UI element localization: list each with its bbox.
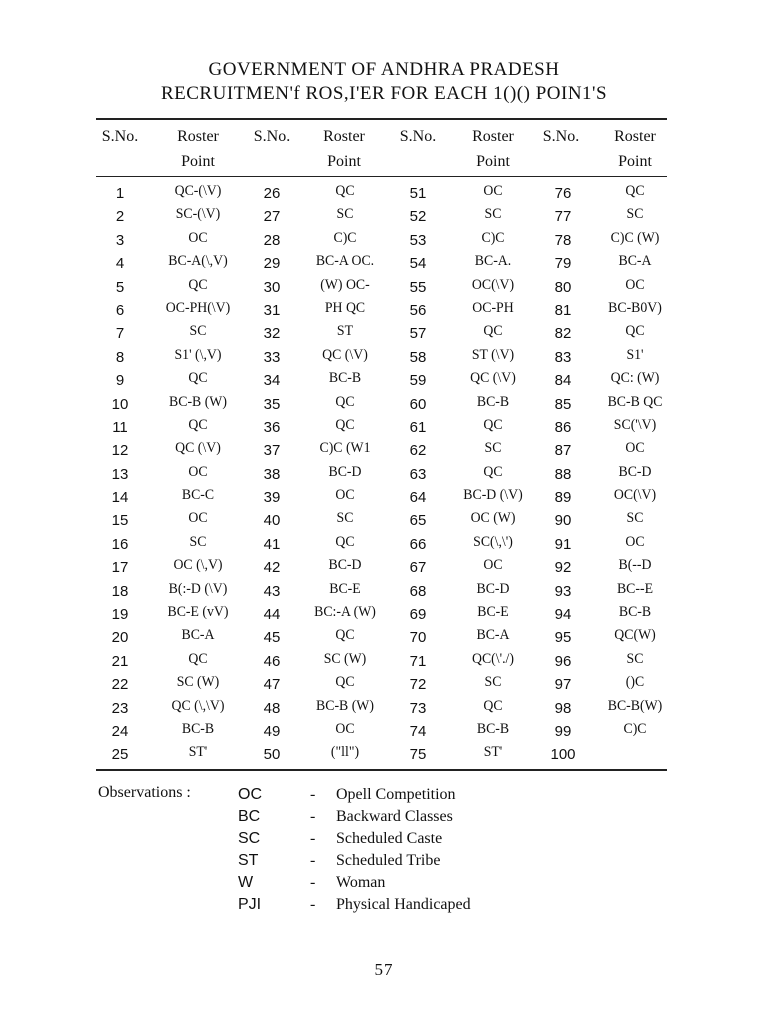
roster-point-cell: SC (W) — [176, 674, 220, 691]
sno-cell: 22 — [111, 676, 129, 694]
sno-cell: 25 — [111, 746, 129, 764]
sno-cell: 84 — [554, 372, 572, 390]
observation-dash: - — [310, 896, 316, 913]
roster-column-3 — [444, 180, 542, 765]
roster-point-cell: ()C — [625, 674, 645, 691]
roster-point-cell: QC-(\V) — [174, 183, 222, 199]
sno-cell: 31 — [263, 301, 281, 319]
roster-column-1 — [150, 180, 246, 765]
sno-cell: 24 — [111, 722, 129, 740]
observation-description: Physical Handicaped — [336, 896, 471, 913]
sno-cell: 83 — [554, 348, 572, 366]
sno-cell: 92 — [554, 559, 572, 577]
sno-cell: 42 — [263, 559, 281, 577]
roster-point-cell: OC-PH(\V) — [165, 299, 231, 316]
roster-point-cell: OC — [335, 720, 355, 737]
sno-cell: 6 — [115, 301, 125, 319]
sno-cell: 52 — [409, 208, 427, 226]
roster-point-cell: BC-B QC — [607, 393, 663, 410]
sno-cell: 15 — [111, 512, 129, 530]
roster-point-cell: ("ll") — [330, 744, 360, 761]
roster-point-cell: BC-D (\V) — [463, 487, 523, 504]
sno-cell: 59 — [409, 372, 427, 390]
roster-point-cell: OC — [625, 533, 645, 550]
sno-cell: 66 — [409, 535, 427, 553]
sno-cell: 71 — [409, 652, 427, 670]
sno-cell: 75 — [409, 746, 427, 764]
sno-cell: 38 — [263, 465, 281, 483]
sno-cell: 64 — [409, 489, 427, 507]
roster-column-2 — [297, 180, 393, 765]
observation-description: Scheduled Tribe — [336, 852, 441, 869]
sno-cell: 11 — [112, 418, 128, 436]
roster-point-cell: BC-B — [618, 604, 652, 621]
sno-cell: 4 — [115, 255, 125, 273]
sno-cell: 96 — [554, 652, 572, 670]
sno-column-4 — [545, 182, 581, 767]
roster-point-cell: QC (\V) — [322, 346, 368, 363]
roster-point-cell: BC-A(\,V) — [168, 253, 228, 270]
roster-point-cell: OC — [625, 440, 645, 457]
sno-cell: 13 — [111, 465, 129, 483]
sno-cell: 2 — [115, 208, 125, 226]
roster-column-4 — [587, 180, 683, 765]
sno-cell: 70 — [409, 629, 427, 647]
roster-point-cell: QC — [483, 463, 503, 480]
roster-point-cell: BC-E — [477, 604, 509, 621]
sno-cell: 55 — [409, 278, 427, 296]
sno-cell: 10 — [111, 395, 129, 413]
header-sno-4: S.No. — [542, 128, 580, 145]
sno-cell: 54 — [409, 255, 427, 273]
roster-point-cell: QC — [625, 323, 645, 340]
sno-cell: 45 — [263, 629, 281, 647]
sno-cell: 88 — [554, 465, 572, 483]
roster-point-cell: SC — [484, 440, 502, 457]
roster-point-cell: BC-B(W) — [607, 697, 663, 714]
sno-cell: 1 — [115, 185, 125, 202]
roster-point-cell: SC-(\V) — [175, 206, 221, 223]
document-title: GOVERNMENT OF ANDHRA PRADESH — [208, 59, 560, 80]
observation-dash: - — [310, 830, 316, 847]
sno-cell: 18 — [111, 582, 129, 600]
sno-cell: 26 — [263, 185, 281, 202]
roster-point-cell: QC(\'./) — [472, 650, 514, 667]
table-top-rule — [96, 118, 667, 120]
sno-cell: 94 — [554, 606, 572, 624]
sno-cell: 60 — [409, 395, 427, 413]
roster-point-cell: S1' — [626, 346, 644, 363]
sno-cell: 19 — [111, 606, 129, 624]
header-roster-2: Roster Point — [323, 128, 365, 170]
roster-point-cell: BC-A — [618, 253, 652, 270]
header-sno-1: S.No. — [101, 128, 139, 145]
roster-point-cell: SC — [484, 674, 502, 691]
roster-point-cell: C)C — [333, 229, 357, 246]
roster-point-cell: QC — [335, 416, 355, 433]
roster-point-cell: BC-D — [476, 580, 510, 597]
roster-point-cell: S1' (\,V) — [174, 346, 222, 363]
table-header-rule — [96, 176, 667, 177]
sno-cell: 9 — [115, 372, 125, 390]
roster-point-cell: QC — [483, 697, 503, 714]
sno-cell: 86 — [554, 418, 572, 436]
observation-dash: - — [310, 808, 316, 825]
sno-cell: 39 — [263, 489, 281, 507]
sno-cell: 51 — [409, 185, 427, 202]
roster-point-cell: C)C (W1 — [319, 440, 371, 457]
sno-cell: 27 — [263, 208, 281, 226]
roster-point-cell: ST' — [483, 744, 503, 761]
sno-cell: 28 — [263, 231, 281, 249]
roster-point-cell: SC — [484, 206, 502, 223]
observation-abbreviation: ST — [238, 852, 259, 869]
sno-cell: 63 — [409, 465, 427, 483]
roster-point-cell: QC — [625, 183, 645, 199]
sno-cell: 46 — [263, 652, 281, 670]
roster-point-cell: BC:-A (W) — [314, 604, 376, 621]
sno-cell: 29 — [263, 255, 281, 273]
roster-point-cell: QC (\V) — [175, 440, 221, 457]
roster-point-cell: OC(\V) — [613, 487, 657, 504]
observation-description: Scheduled Caste — [336, 830, 443, 847]
roster-point-cell: OC-PH — [472, 299, 514, 316]
sno-cell: 100 — [550, 746, 576, 764]
roster-point-cell: OC — [625, 276, 645, 293]
sno-cell: 34 — [263, 372, 281, 390]
sno-cell: 41 — [263, 535, 281, 553]
roster-point-cell: BC-A — [476, 627, 510, 644]
roster-point-cell: QC — [188, 276, 208, 293]
sno-cell: 57 — [409, 325, 427, 343]
roster-point-cell: BC-E — [329, 580, 361, 597]
roster-point-cell: OC — [335, 487, 355, 504]
observation-abbreviation: BC — [238, 808, 261, 825]
sno-cell: 76 — [554, 185, 572, 202]
sno-cell: 37 — [263, 442, 281, 460]
roster-point-cell: OC (W) — [470, 510, 516, 527]
sno-cell: 67 — [409, 559, 427, 577]
roster-point-cell: BC-B — [476, 720, 510, 737]
observation-abbreviation: OC — [238, 786, 262, 803]
roster-point-cell: SC — [626, 510, 644, 527]
sno-cell: 49 — [263, 722, 281, 740]
roster-point-cell: OC (\,V) — [173, 557, 223, 574]
roster-point-cell: QC — [188, 650, 208, 667]
roster-point-cell: SC — [626, 650, 644, 667]
sno-cell: 74 — [409, 722, 427, 740]
sno-cell: 14 — [111, 489, 129, 507]
sno-cell: 17 — [111, 559, 129, 577]
roster-point-cell: OC — [483, 557, 503, 574]
sno-cell: 30 — [263, 278, 281, 296]
observations-label: Observations : — [98, 784, 191, 801]
sno-cell: 48 — [263, 699, 281, 717]
observation-row — [238, 872, 385, 894]
roster-point-cell: QC: (W) — [610, 370, 660, 387]
roster-point-cell: ST (\V) — [471, 346, 515, 363]
roster-point-cell: QC (\,\V) — [171, 697, 225, 714]
roster-point-cell: QC — [335, 183, 355, 199]
roster-point-cell: QC (\V) — [470, 370, 516, 387]
sno-cell: 82 — [554, 325, 572, 343]
roster-point-cell: OC — [483, 183, 503, 199]
observation-description: Woman — [336, 874, 386, 891]
roster-point-cell: SC — [336, 206, 354, 223]
sno-cell: 68 — [409, 582, 427, 600]
roster-point-cell: BC-B0V) — [608, 299, 662, 316]
observation-description: Backward Classes — [336, 808, 453, 825]
observation-dash: - — [310, 786, 316, 803]
sno-cell: 8 — [115, 348, 125, 366]
sno-cell: 78 — [554, 231, 572, 249]
sno-cell: 90 — [554, 512, 572, 530]
observation-dash: - — [310, 874, 316, 891]
sno-cell: 61 — [409, 418, 427, 436]
sno-cell: 23 — [111, 699, 129, 717]
sno-cell: 5 — [115, 278, 125, 296]
roster-point-cell: BC-B (W) — [316, 697, 374, 714]
page-number: 57 — [374, 960, 394, 979]
roster-point-cell: BC-B — [328, 370, 362, 387]
roster-point-cell: PH QC — [324, 299, 366, 316]
roster-point-cell: BC-A OC. — [315, 253, 375, 270]
sno-cell: 50 — [263, 746, 281, 764]
header-roster-1: Roster Point — [177, 128, 219, 170]
roster-point-cell: BC-B — [476, 393, 510, 410]
roster-point-cell: SC (W) — [323, 650, 367, 667]
roster-point-cell: SC — [189, 323, 207, 340]
sno-cell: 87 — [554, 442, 572, 460]
roster-point-cell: BC-E (vV) — [167, 604, 229, 621]
sno-cell: 91 — [554, 535, 572, 553]
roster-point-cell: (W) OC- — [320, 276, 370, 293]
sno-cell: 16 — [111, 535, 129, 553]
roster-point-cell: SC — [189, 533, 207, 550]
sno-cell: 62 — [409, 442, 427, 460]
sno-cell: 21 — [111, 652, 129, 670]
roster-point-cell: BC--E — [616, 580, 654, 597]
observation-row — [238, 894, 471, 916]
sno-cell: 73 — [409, 699, 427, 717]
roster-point-cell: QC — [335, 393, 355, 410]
roster-point-cell: BC-A. — [474, 253, 512, 270]
roster-point-cell: BC-D — [328, 557, 362, 574]
sno-cell: 80 — [554, 278, 572, 296]
roster-point-cell: QC — [483, 416, 503, 433]
roster-point-cell: BC-D — [618, 463, 652, 480]
roster-point-cell: SC('\V) — [613, 416, 657, 433]
header-roster-4: Roster Point — [614, 128, 656, 170]
sno-cell: 40 — [263, 512, 281, 530]
roster-point-cell: QC — [188, 370, 208, 387]
sno-cell: 36 — [263, 418, 281, 436]
roster-point-cell: SC — [626, 206, 644, 223]
sno-cell: 65 — [409, 512, 427, 530]
roster-point-cell: QC — [335, 674, 355, 691]
roster-point-cell: BC-B (W) — [169, 393, 227, 410]
observation-dash: - — [310, 852, 316, 869]
roster-point-cell: OC(\V) — [471, 276, 515, 293]
sno-cell: 77 — [554, 208, 572, 226]
sno-cell: 79 — [554, 255, 572, 273]
sno-cell: 7 — [115, 325, 125, 343]
roster-point-cell: ST' — [188, 744, 208, 761]
roster-point-cell: BC-A — [181, 627, 215, 644]
roster-point-cell: ST — [336, 323, 354, 340]
document-subtitle: RECRUITMEN'f ROS,I'ER FOR EACH 1()() POIN1'S — [160, 83, 608, 104]
sno-cell: 56 — [409, 301, 427, 319]
roster-point-cell: BC-D — [328, 463, 362, 480]
observation-description: Opell Competition — [336, 786, 456, 803]
header-sno-3: S.No. — [399, 128, 437, 145]
observation-abbreviation: W — [238, 874, 254, 891]
sno-cell: 43 — [263, 582, 281, 600]
sno-cell: 33 — [263, 348, 281, 366]
sno-cell: 98 — [554, 699, 572, 717]
roster-point-cell: QC — [188, 416, 208, 433]
sno-cell: 85 — [554, 395, 572, 413]
sno-cell: 32 — [263, 325, 281, 343]
sno-cell: 12 — [111, 442, 129, 460]
roster-point-cell: OC — [188, 229, 208, 246]
sno-cell: 44 — [263, 606, 281, 624]
roster-point-cell: SC — [336, 510, 354, 527]
roster-point-cell: QC — [335, 627, 355, 644]
roster-point-cell: C)C (W) — [610, 229, 660, 246]
roster-point-cell: QC — [483, 323, 503, 340]
roster-point-cell: B(:-D (\V) — [168, 580, 228, 597]
sno-cell: 99 — [554, 722, 572, 740]
sno-cell: 69 — [409, 606, 427, 624]
observation-row — [238, 806, 453, 828]
sno-cell: 35 — [263, 395, 281, 413]
header-roster-3: Roster Point — [472, 128, 514, 170]
roster-point-cell: SC(\,\') — [473, 533, 513, 550]
roster-point-cell — [591, 741, 679, 764]
roster-point-cell: C)C — [623, 720, 647, 737]
table-bottom-rule — [96, 769, 667, 771]
sno-cell: 95 — [554, 629, 572, 647]
sno-cell: 81 — [554, 301, 572, 319]
roster-point-cell: C)C — [481, 229, 505, 246]
sno-cell: 47 — [263, 676, 281, 694]
observation-abbreviation: SC — [238, 830, 261, 847]
observation-row — [238, 850, 440, 872]
header-sno-2: S.No. — [253, 128, 291, 145]
sno-cell: 20 — [111, 629, 129, 647]
sno-cell: 3 — [115, 231, 125, 249]
sno-column-1 — [104, 182, 136, 767]
sno-cell: 72 — [409, 676, 427, 694]
sno-cell: 93 — [554, 582, 572, 600]
sno-cell: 53 — [409, 231, 427, 249]
observation-row — [238, 784, 456, 806]
observation-row — [238, 828, 442, 850]
sno-column-3 — [402, 182, 434, 767]
roster-point-cell: BC-C — [181, 487, 215, 504]
sno-cell: 89 — [554, 489, 572, 507]
sno-cell: 97 — [554, 676, 572, 694]
roster-point-cell: OC — [188, 510, 208, 527]
sno-column-2 — [256, 182, 288, 767]
roster-point-cell: QC(W) — [614, 627, 656, 644]
sno-cell: 58 — [409, 348, 427, 366]
roster-point-cell: OC — [188, 463, 208, 480]
observation-abbreviation: PJI — [238, 896, 262, 913]
roster-point-cell: BC-B — [181, 720, 215, 737]
roster-point-cell: QC — [335, 533, 355, 550]
roster-point-cell: B(--D — [618, 557, 652, 574]
